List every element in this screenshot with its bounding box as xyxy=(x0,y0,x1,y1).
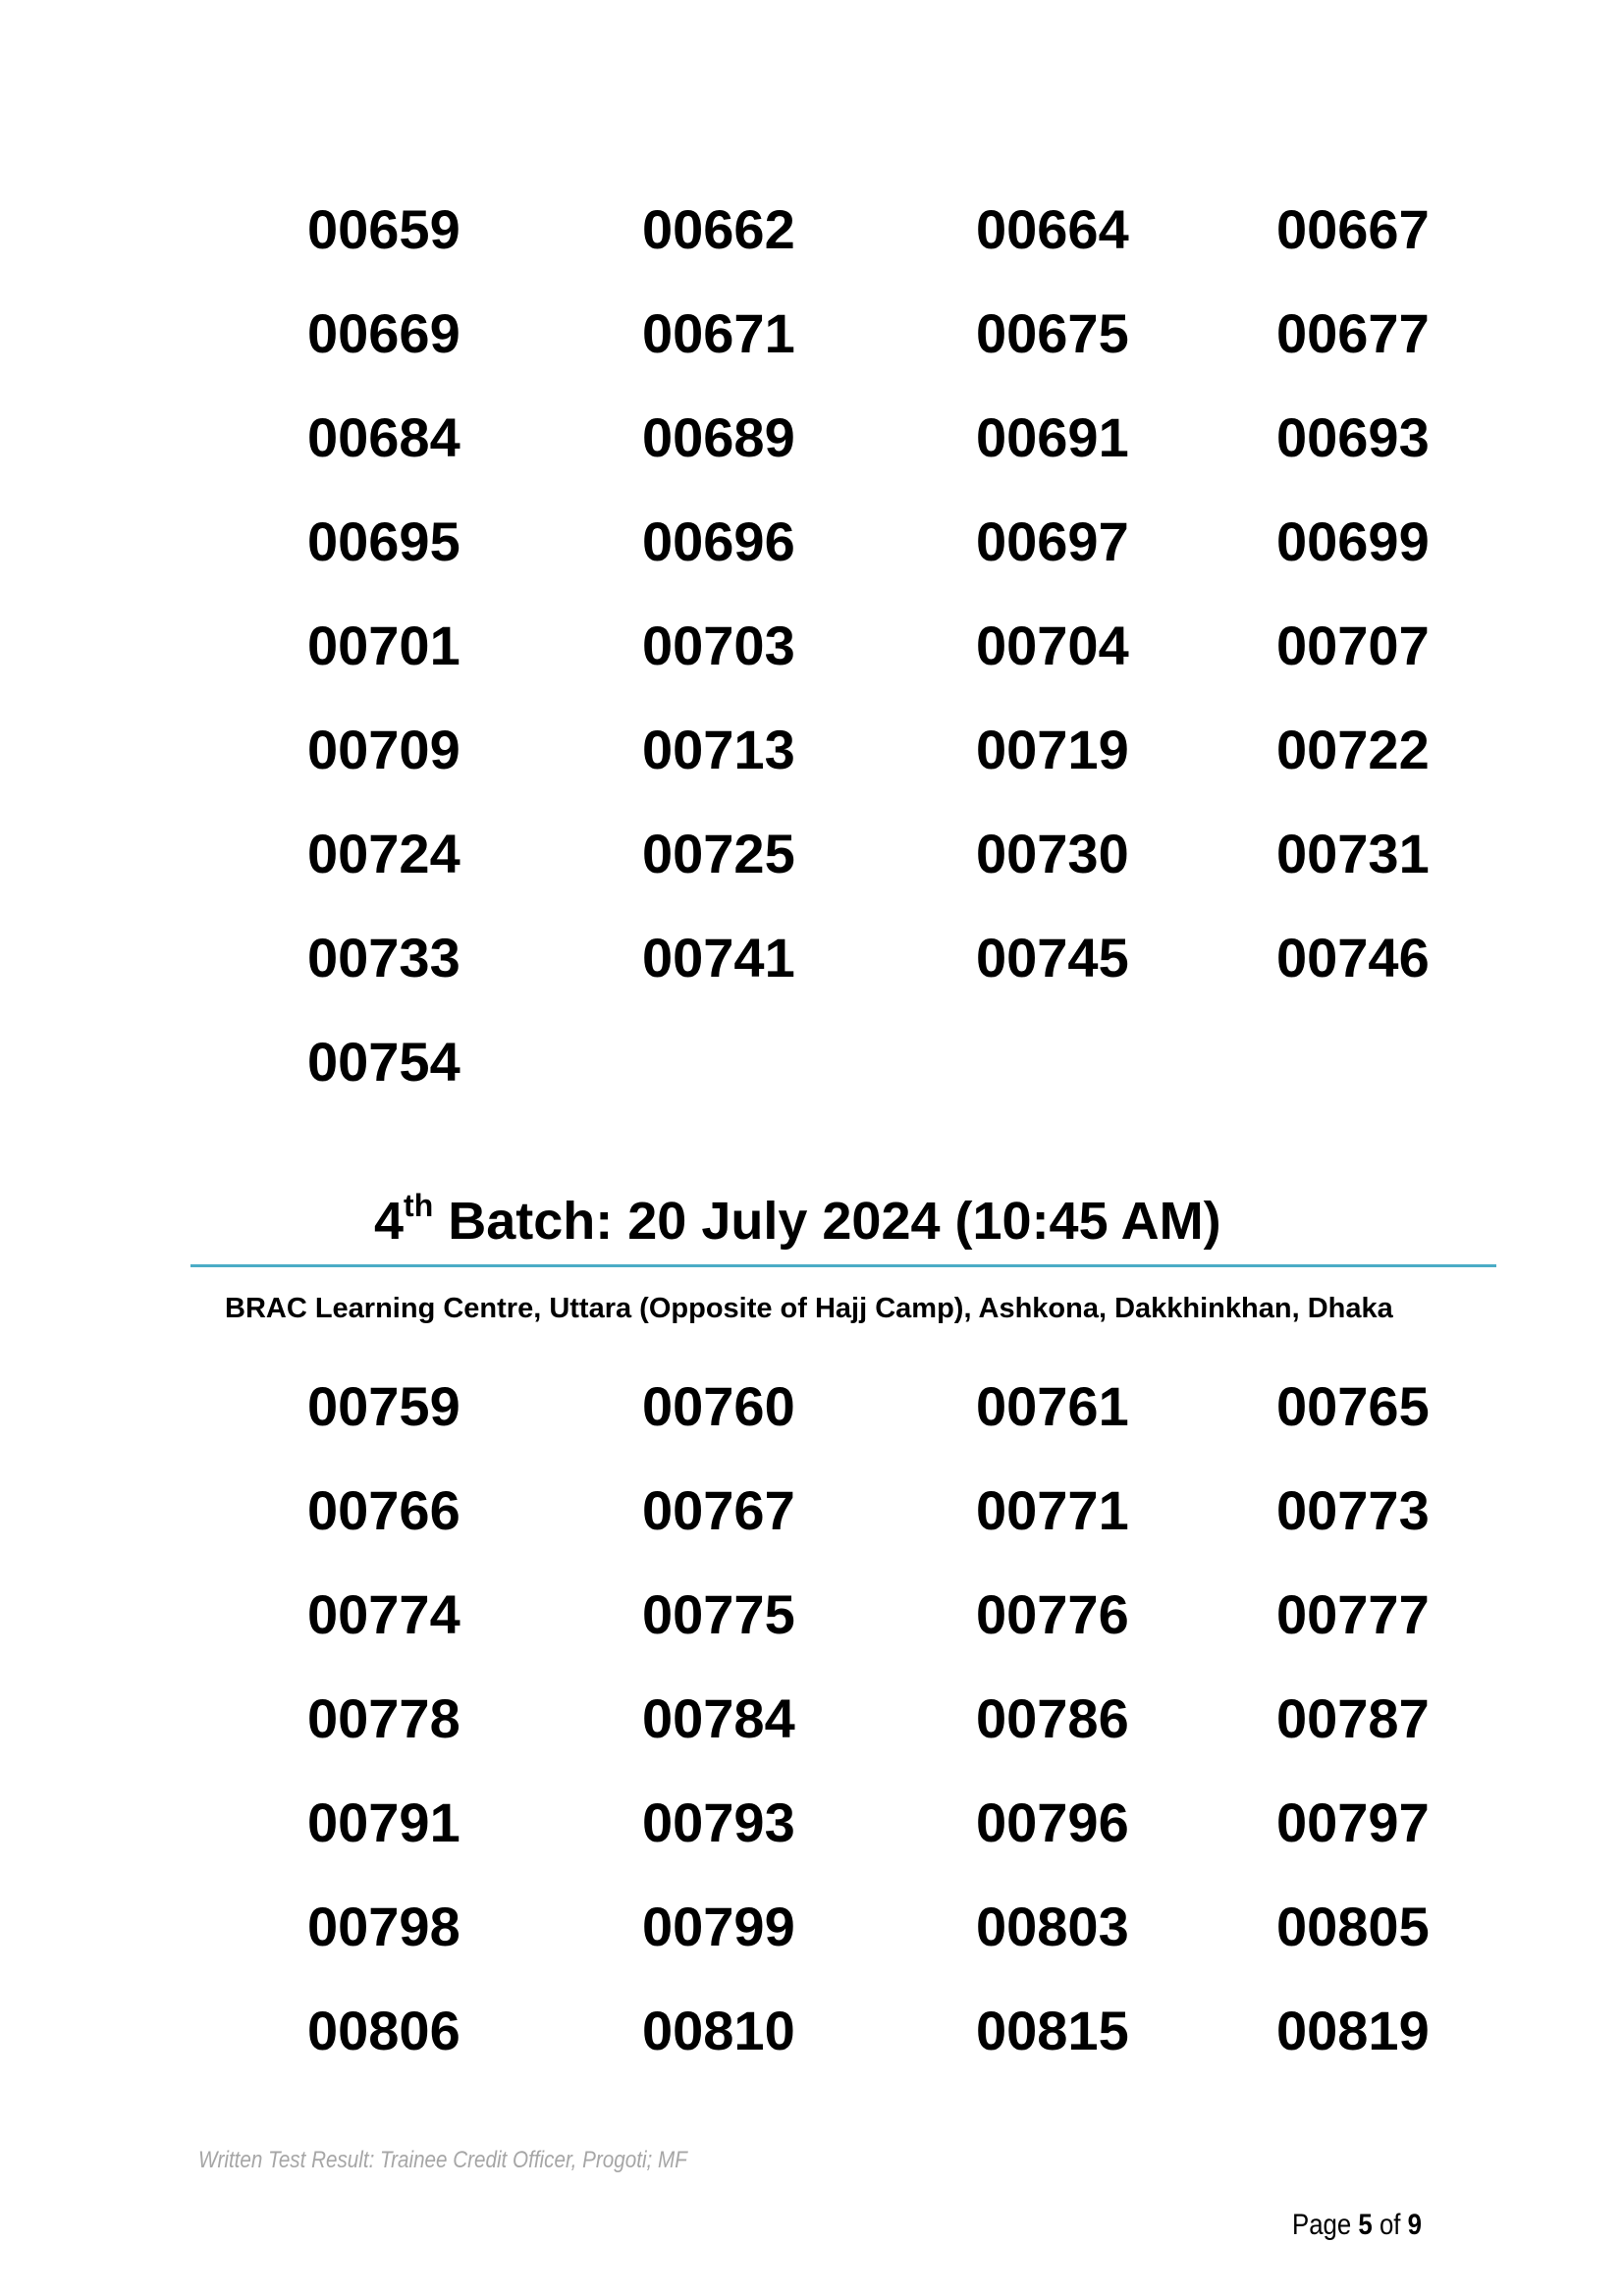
roll-number: 00741 xyxy=(642,927,795,988)
roll-number: 00760 xyxy=(642,1375,795,1437)
roll-number: 00771 xyxy=(976,1479,1129,1541)
roll-number-grid-batch-4 xyxy=(0,1375,1623,2108)
batch-ordinal-suffix: th xyxy=(404,1188,434,1223)
page-current: 5 xyxy=(1358,2209,1373,2241)
roll-number: 00677 xyxy=(1276,302,1430,364)
roll-number: 00731 xyxy=(1276,823,1430,884)
roll-number-row xyxy=(0,198,1623,306)
roll-number: 00791 xyxy=(307,1791,460,1853)
roll-number: 00798 xyxy=(307,1896,460,1957)
roll-number-grid-batch-3 xyxy=(0,198,1623,1139)
roll-number: 00793 xyxy=(642,1791,795,1853)
page-label: Page xyxy=(1292,2209,1359,2241)
roll-number: 00810 xyxy=(642,2000,795,2061)
roll-number: 00778 xyxy=(307,1687,460,1749)
roll-number: 00689 xyxy=(642,406,795,468)
roll-number: 00719 xyxy=(976,719,1129,780)
roll-number-row xyxy=(0,406,1623,514)
roll-number: 00774 xyxy=(307,1583,460,1645)
roll-number: 00704 xyxy=(976,614,1129,676)
roll-number: 00699 xyxy=(1276,510,1430,572)
roll-number: 00695 xyxy=(307,510,460,572)
roll-number: 00761 xyxy=(976,1375,1129,1437)
roll-number-row xyxy=(0,2000,1623,2108)
roll-number: 00806 xyxy=(307,2000,460,2061)
roll-number: 00662 xyxy=(642,198,795,260)
heading-divider xyxy=(190,1264,1496,1267)
roll-number: 00784 xyxy=(642,1687,795,1749)
roll-number: 00745 xyxy=(976,927,1129,988)
roll-number-row xyxy=(0,927,1623,1035)
roll-number-row xyxy=(0,1791,1623,1899)
roll-number: 00684 xyxy=(307,406,460,468)
roll-number: 00759 xyxy=(307,1375,460,1437)
roll-number: 00796 xyxy=(976,1791,1129,1853)
roll-number: 00675 xyxy=(976,302,1129,364)
roll-number: 00815 xyxy=(976,2000,1129,2061)
roll-number: 00733 xyxy=(307,927,460,988)
roll-number: 00701 xyxy=(307,614,460,676)
roll-number: 00707 xyxy=(1276,614,1430,676)
roll-number-row xyxy=(0,1687,1623,1795)
roll-number: 00669 xyxy=(307,302,460,364)
roll-number: 00671 xyxy=(642,302,795,364)
roll-number: 00799 xyxy=(642,1896,795,1957)
roll-number: 00713 xyxy=(642,719,795,780)
batch-venue: BRAC Learning Centre, Uttara (Opposite of Hajj Camp), Ashkona, Dakkhinkhan, Dhaka xyxy=(225,1293,1393,1324)
roll-number: 00797 xyxy=(1276,1791,1430,1853)
roll-number: 00722 xyxy=(1276,719,1430,780)
roll-number: 00775 xyxy=(642,1583,795,1645)
roll-number: 00776 xyxy=(976,1583,1129,1645)
roll-number: 00805 xyxy=(1276,1896,1430,1957)
footer-note: Written Test Result: Trainee Credit Officer, Progoti; MF xyxy=(198,2147,687,2173)
roll-number: 00693 xyxy=(1276,406,1430,468)
roll-number-row xyxy=(0,302,1623,410)
roll-number: 00730 xyxy=(976,823,1129,884)
roll-number: 00773 xyxy=(1276,1479,1430,1541)
roll-number-row xyxy=(0,1375,1623,1483)
roll-number: 00709 xyxy=(307,719,460,780)
roll-number: 00703 xyxy=(642,614,795,676)
roll-number: 00754 xyxy=(307,1031,460,1093)
roll-number: 00667 xyxy=(1276,198,1430,260)
page-of: of xyxy=(1372,2209,1408,2241)
roll-number-row xyxy=(0,1896,1623,2003)
roll-number: 00691 xyxy=(976,406,1129,468)
roll-number: 00659 xyxy=(307,198,460,260)
roll-number-row xyxy=(0,510,1623,618)
batch-heading xyxy=(374,1190,1221,1253)
roll-number-row xyxy=(0,614,1623,722)
roll-number-row xyxy=(0,1583,1623,1691)
roll-number-row xyxy=(0,1479,1623,1587)
roll-number: 00766 xyxy=(307,1479,460,1541)
roll-number: 00697 xyxy=(976,510,1129,572)
roll-number: 00664 xyxy=(976,198,1129,260)
roll-number-row xyxy=(0,1031,1623,1139)
page-number xyxy=(1292,2209,1422,2242)
batch-title: Batch: 20 July 2024 (10:45 AM) xyxy=(433,1192,1221,1251)
roll-number-row xyxy=(0,719,1623,827)
roll-number: 00803 xyxy=(976,1896,1129,1957)
roll-number: 00787 xyxy=(1276,1687,1430,1749)
roll-number: 00724 xyxy=(307,823,460,884)
roll-number-row xyxy=(0,823,1623,931)
batch-ordinal-number: 4 xyxy=(374,1192,405,1251)
roll-number: 00725 xyxy=(642,823,795,884)
roll-number: 00696 xyxy=(642,510,795,572)
roll-number: 00786 xyxy=(976,1687,1129,1749)
roll-number: 00777 xyxy=(1276,1583,1430,1645)
page-total: 9 xyxy=(1407,2209,1422,2241)
roll-number: 00765 xyxy=(1276,1375,1430,1437)
roll-number: 00819 xyxy=(1276,2000,1430,2061)
roll-number: 00767 xyxy=(642,1479,795,1541)
roll-number: 00746 xyxy=(1276,927,1430,988)
